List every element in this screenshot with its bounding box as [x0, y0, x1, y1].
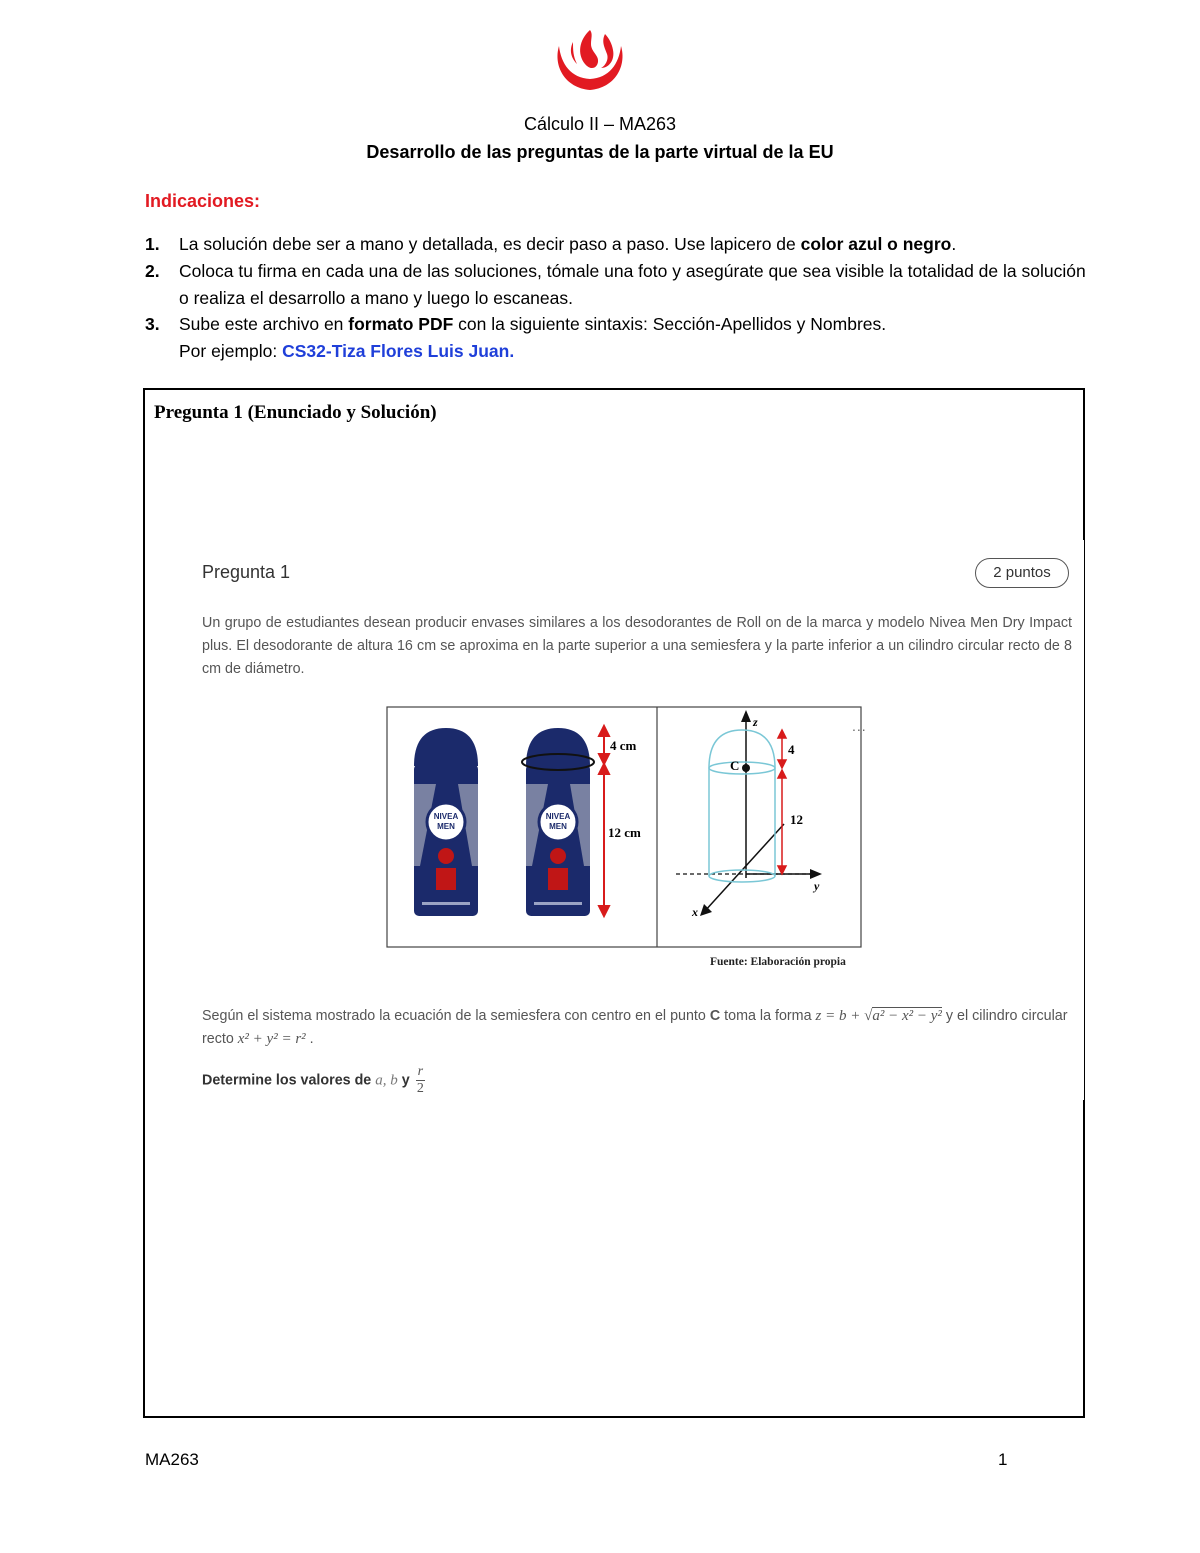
height-label-4cm: 4 cm [610, 738, 637, 753]
instruction-number: 3. [145, 314, 160, 334]
more-options-icon: ... [852, 718, 867, 734]
instruction-text: Coloca tu firma en cada una de las soluciones, tómale una foto y asegúrate que sea visible la totalidad de la solución o realiza el desarrollo a mano y luego lo escaneas. [179, 261, 1086, 308]
axis-y-label: y [814, 879, 820, 893]
dim-label-12: 12 [790, 812, 803, 827]
brand-label: NIVEA [433, 812, 459, 821]
page-number: 1 [998, 1450, 1008, 1469]
instruction-text: Sube este archivo en formato PDF con la siguiente sintaxis: Sección-Apellidos y Nombres. Por ejemplo: CS32-Tiza Flores Luis Juan. [179, 314, 887, 361]
points-badge: 2 puntos [975, 558, 1069, 588]
question-title: Pregunta 1 [202, 562, 291, 582]
brand-label-2: MEN [549, 822, 567, 831]
instruction-number: 2. [145, 261, 160, 281]
question-prompt: Determine los valores de a, b y $\frac{r}{2}$ [202, 1064, 424, 1096]
deodorant-figure [386, 706, 862, 948]
cylinder-equation: x² + y² = r² [237, 1031, 306, 1047]
filename-example: CS32-Tiza Flores Luis Juan. [282, 340, 515, 361]
footer-course-code: MA263 [145, 1450, 199, 1469]
point-c-label: C [730, 758, 740, 773]
problem-statement: Un grupo de estudiantes desean producir envases similares a los desodorantes de Roll on de la marca y modelo Nivea Men Dry Impact plus. El desodorante de altura 16 cm se aproxima en la parte superior a una semiesfera y la parte inferior a un cilindro circular recto de 8 cm de diámetro. [202, 615, 1072, 677]
axis-z-label: z [753, 715, 758, 729]
document-subtitle: Desarrollo de las preguntas de la parte virtual de la EU [366, 142, 834, 162]
sphere-equation: z = b + [815, 1008, 865, 1024]
dim-label-4: 4 [788, 742, 795, 757]
instruction-number: 1. [145, 234, 160, 254]
height-label-12cm: 12 cm [608, 825, 641, 840]
brand-label: NIVEA [545, 812, 571, 821]
axis-x-label: x [692, 905, 698, 919]
course-title: Cálculo II – MA263 [523, 114, 677, 134]
equation-statement: Según el sistema mostrado la ecuación de la semiesfera con centro en el punto C toma la forma z = b + √a² − x² − y² y el cilindro circular recto x² + y² = r² . [202, 1008, 1068, 1047]
sqrt-symbol: √ [864, 1008, 873, 1024]
question-box-title: Pregunta 1 (Enunciado y Solución) [154, 402, 437, 423]
upc-logo [551, 24, 629, 94]
brand-label-2: MEN [437, 822, 455, 831]
instruction-text: La solución debe ser a mano y detallada, es decir paso a paso. Use lapicero de color azul o negro. [179, 234, 957, 254]
figure-source: Fuente: Elaboración propia [710, 956, 846, 968]
indications-label: Indicaciones: [145, 191, 261, 211]
fraction-r-over-2: $\frac{r}{2}$ [416, 1064, 424, 1096]
